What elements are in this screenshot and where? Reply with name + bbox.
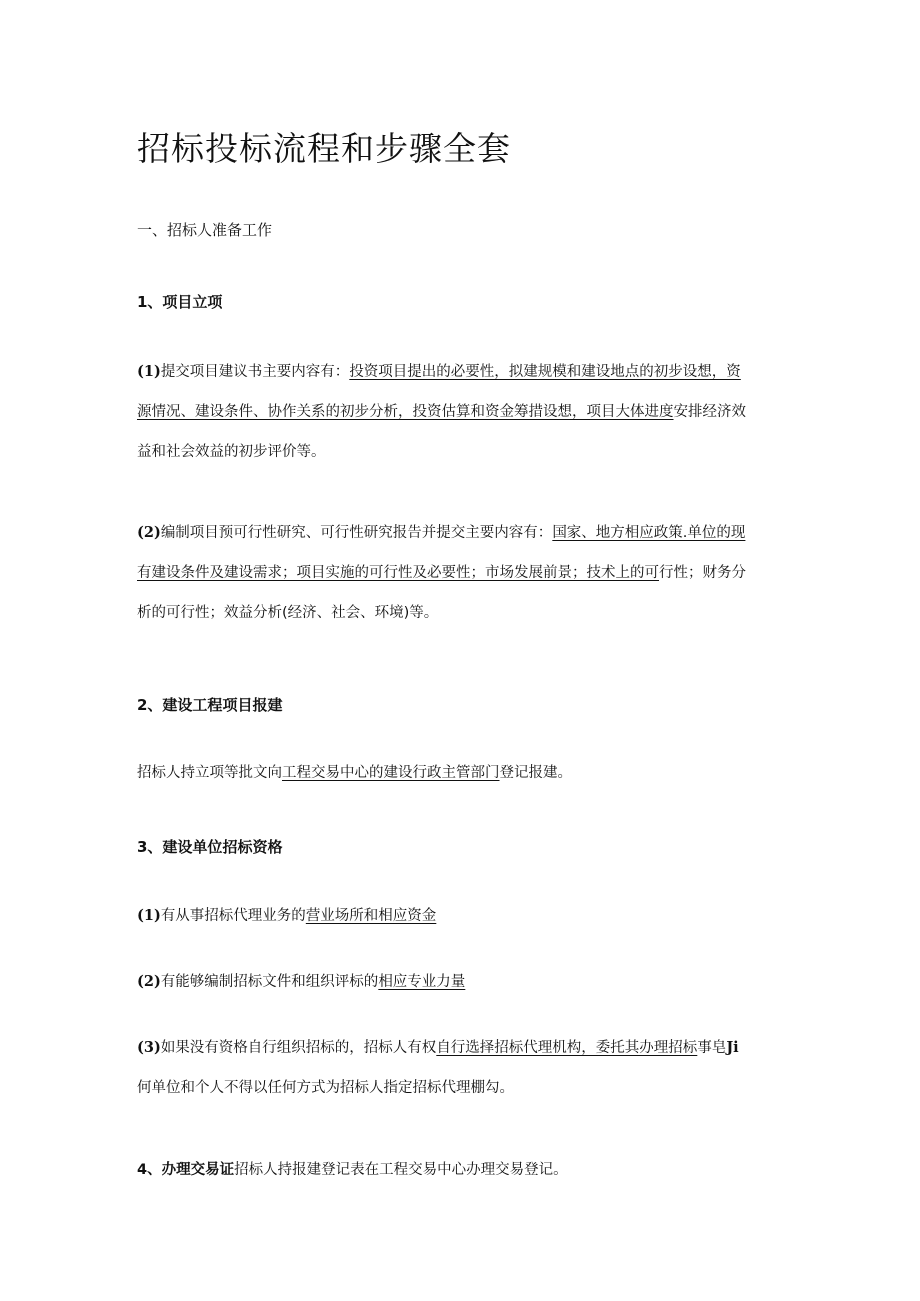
- item-heading-project-registration: 2、建设工程项目报建: [137, 696, 283, 714]
- paragraph-line: [137, 1150, 787, 1190]
- paragraph-transaction-certificate: [137, 1150, 787, 1190]
- paragraph-line: [137, 962, 787, 1002]
- item-heading-tender-qualification: 3、建设单位招标资格: [137, 838, 283, 856]
- paragraph-project-proposal: [137, 352, 787, 472]
- underlined-text: 国家、地方相应政策.单位的现: [552, 525, 746, 541]
- text-run: 益和社会效益的初步评价等。: [137, 444, 326, 460]
- text-run: 招标人持报建登记表在工程交易中心办理交易登记。: [234, 1162, 568, 1178]
- list-marker: (2): [137, 524, 161, 541]
- item-heading-transaction-certificate: 4、办理交易证: [137, 1162, 235, 1178]
- underlined-text: 投资项目提出的必要性，拟建规模和建设地点的初步设想，资: [349, 364, 741, 380]
- paragraph-line: [137, 513, 787, 553]
- text-run: 行性；财务分: [659, 565, 746, 581]
- text-run: 提交项目建议书主要内容有：: [160, 364, 350, 380]
- list-marker: (1): [137, 363, 161, 380]
- paragraph-qualification-1: [137, 896, 787, 936]
- underlined-text: 营业场所和相应资金: [305, 908, 437, 924]
- paragraph-line: [137, 593, 787, 633]
- underlined-text: 自行选择招标代理机构，委托其办理招标: [436, 1040, 698, 1056]
- list-marker: (2): [137, 973, 161, 990]
- text-run: 有能够编制招标文件和组织评标的: [160, 974, 379, 990]
- paragraph-line: [137, 553, 787, 593]
- underlined-text: 有建设条件及建设需求；项目实施的可行性及必要性；市场发展前景；技术上的可: [137, 565, 659, 581]
- paragraph-qualification-2: [137, 962, 787, 1002]
- paragraph-line: [137, 753, 787, 793]
- underlined-text: 相应专业力量: [378, 974, 466, 990]
- text-run: 安排经济效: [673, 404, 746, 420]
- list-marker: (3): [137, 1039, 161, 1056]
- list-marker: (1): [137, 907, 161, 924]
- underlined-text: 源情况、建设条件、协作关系的初步分析，投资估算和资金筹措设想，项目大体进度: [137, 404, 674, 420]
- paragraph-registration: [137, 753, 787, 793]
- underlined-text: 工程交易中心的建设行政主管部门: [282, 765, 500, 781]
- text-run-latin: Ji: [726, 1039, 739, 1056]
- text-run: 何单位和个人不得以任何方式为招标人指定招标代理棚勾。: [137, 1080, 514, 1096]
- paragraph-line: [137, 1068, 787, 1108]
- text-run: 事皂: [697, 1040, 727, 1056]
- item-heading-project-approval: 1、项目立项: [137, 293, 223, 311]
- text-run: 招标人持立项等批文向: [137, 765, 282, 781]
- paragraph-line: [137, 1028, 787, 1068]
- text-run: 编制项目预可行性研究、可行性研究报告并提交主要内容有：: [160, 525, 553, 541]
- paragraph-line: [137, 896, 787, 936]
- text-run: 登记报建。: [499, 765, 572, 781]
- section-heading-preparation: 一、招标人准备工作: [137, 221, 273, 239]
- paragraph-qualification-3: [137, 1028, 787, 1108]
- paragraph-line: [137, 432, 787, 472]
- text-run: 有从事招标代理业务的: [160, 908, 306, 924]
- text-run: 如果没有资格自行组织招标的，招标人有权: [160, 1040, 437, 1056]
- text-run: 析的可行性；效益分析(经济、社会、环境)等。: [137, 605, 439, 621]
- paragraph-feasibility-study: [137, 513, 787, 633]
- paragraph-line: [137, 392, 787, 432]
- document-title: 招标投标流程和步骤全套: [137, 129, 511, 168]
- paragraph-line: [137, 352, 787, 392]
